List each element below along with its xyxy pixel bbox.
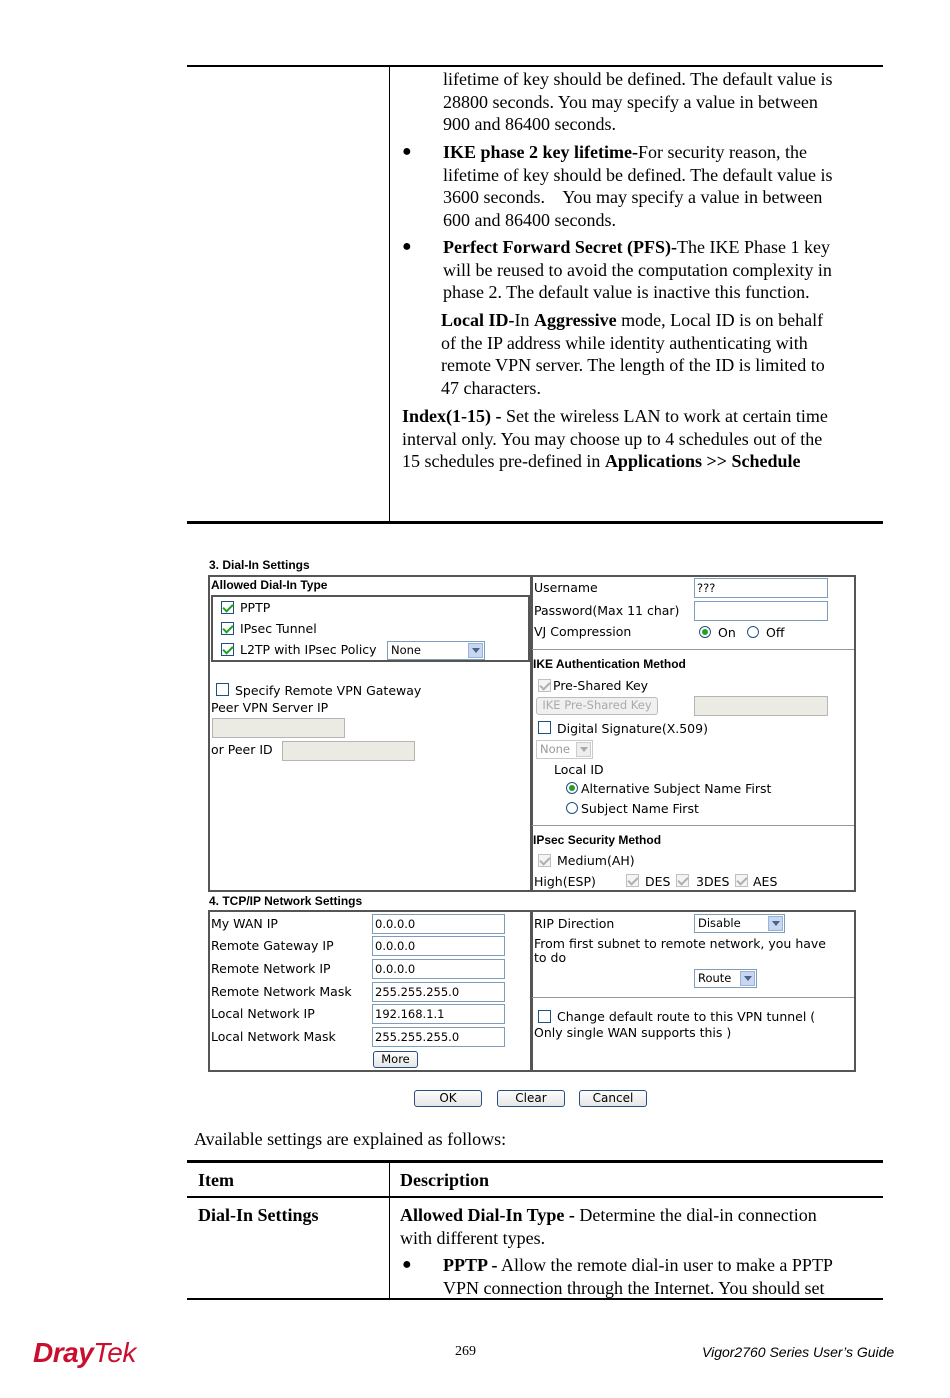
remote-net-input[interactable]: 0.0.0.0 — [372, 959, 505, 979]
l2tp-checkbox[interactable] — [221, 643, 234, 656]
digital-sig-checkbox[interactable] — [538, 721, 551, 734]
vj-on-label: On — [718, 625, 736, 640]
sig-select[interactable]: None — [536, 740, 593, 759]
remote-net-label: Remote Network IP — [211, 961, 331, 976]
cont-paragraph: lifetime of key should be defined. The default value is 28800 seconds. You may specify a value in between 900 and 86400 seconds. — [443, 69, 833, 135]
high-label: High(ESP) — [534, 874, 596, 889]
cancel-button[interactable]: Cancel — [579, 1090, 647, 1107]
row-item-dial-in: Dial-In Settings — [198, 1205, 319, 1225]
local-mask-input[interactable]: 255.255.255.0 — [372, 1027, 505, 1047]
chevron-down-icon — [740, 971, 755, 986]
first-subnet-text: From first subnet to remote network, you have to do — [534, 936, 826, 965]
pptp-label: PPTP — [240, 600, 271, 615]
section4-title: 4. TCP/IP Network Settings — [209, 894, 363, 908]
allowed-type-title: Allowed Dial-In Type — [211, 578, 328, 592]
pfs-paragraph: Perfect Forward Secret (PFS)-The IKE Phase 1 key will be reused to avoid the computation complexity in phase 2. The default value is inactive this function. — [443, 237, 832, 303]
password-input[interactable] — [694, 601, 828, 621]
remote-mask-input[interactable]: 255.255.255.0 — [372, 982, 505, 1002]
remote-gw-input[interactable]: 0.0.0.0 — [372, 936, 505, 956]
vj-compression-label: VJ Compression — [534, 624, 632, 639]
ike-psk-input[interactable] — [694, 696, 828, 716]
local-id-label: Local ID — [554, 762, 604, 777]
alt-subject-label: Alternative Subject Name First — [581, 781, 772, 796]
3des-checkbox[interactable] — [676, 874, 689, 887]
ok-button[interactable]: OK — [414, 1090, 482, 1107]
rip-direction-label: RIP Direction — [534, 916, 615, 931]
index-paragraph: Index(1-15) - Set the wireless LAN to work at certain time interval only. You may choose up to 4 schedules out of the 15 schedules pre-defined in Applications >> Schedule — [402, 406, 828, 472]
rip-direction-select[interactable]: Disable — [694, 914, 785, 933]
l2tp-policy-select[interactable]: None — [387, 641, 485, 660]
vj-off-label: Off — [766, 625, 785, 640]
local-mask-label: Local Network Mask — [211, 1029, 336, 1044]
chevron-down-icon — [576, 742, 591, 757]
clear-button[interactable]: Clear — [497, 1090, 565, 1107]
peer-vpn-ip-label: Peer VPN Server IP — [211, 700, 329, 715]
remote-mask-label: Remote Network Mask — [211, 984, 352, 999]
specify-gateway-label: Specify Remote VPN Gateway — [235, 683, 422, 698]
bottom-table-header-rule — [187, 1196, 883, 1198]
my-wan-ip-input[interactable]: 0.0.0.0 — [372, 914, 505, 934]
local-net-label: Local Network IP — [211, 1006, 315, 1021]
localid-paragraph: Local ID-In Aggressive mode, Local ID is on behalf of the IP address while identity authenticating with remote VPN server. The length of the ID is limited to 47 characters. — [441, 310, 825, 398]
l2tp-label: L2TP with IPsec Policy — [240, 642, 377, 657]
or-peer-id-label: or Peer ID — [211, 742, 273, 757]
guide-title: Vigor2760 Series User’s Guide — [702, 1344, 895, 1360]
des-label: DES — [645, 874, 671, 889]
remote-gw-label: Remote Gateway IP — [211, 938, 334, 953]
local-net-input[interactable]: 192.168.1.1 — [372, 1004, 505, 1024]
divider — [532, 649, 854, 650]
alt-subject-radio[interactable] — [566, 782, 578, 794]
ike2-paragraph: IKE phase 2 key lifetime-For security reason, the lifetime of key should be defined. The default value is 3600 seconds. You may specify a value in between 600 and 86400 seconds. — [443, 142, 833, 230]
pptp-checkbox[interactable] — [221, 601, 234, 614]
my-wan-ip-label: My WAN IP — [211, 916, 278, 931]
only-single-label: Only single WAN supports this ) — [534, 1025, 732, 1040]
vj-on-radio[interactable] — [699, 626, 711, 638]
ike-psk-button[interactable]: IKE Pre-Shared Key — [536, 697, 658, 715]
subject-first-radio[interactable] — [566, 802, 578, 814]
pre-shared-label: Pre-Shared Key — [553, 678, 649, 693]
password-label: Password(Max 11 char) — [534, 603, 680, 618]
username-input[interactable]: ??? — [694, 578, 828, 598]
ipsec-tunnel-label: IPsec Tunnel — [240, 621, 317, 636]
ike-auth-title: IKE Authentication Method — [533, 657, 686, 671]
top-table-divider — [389, 66, 390, 523]
subject-first-label: Subject Name First — [581, 801, 699, 816]
des-checkbox[interactable] — [626, 874, 639, 887]
peer-vpn-ip-input[interactable] — [212, 718, 345, 738]
top-table-bottom-rule — [187, 521, 883, 524]
pre-shared-checkbox[interactable] — [538, 679, 551, 692]
divider — [532, 997, 854, 998]
aes-label: AES — [753, 874, 778, 889]
more-button[interactable]: More — [373, 1051, 418, 1068]
3des-label: 3DES — [696, 874, 730, 889]
header-description: Description — [400, 1170, 489, 1190]
aes-checkbox[interactable] — [735, 874, 748, 887]
divider — [532, 825, 854, 826]
section3-title: 3. Dial-In Settings — [209, 558, 310, 572]
ipsec-tunnel-checkbox[interactable] — [221, 622, 234, 635]
draytek-logo: DrayTek — [33, 1337, 136, 1368]
chevron-down-icon — [768, 916, 783, 931]
available-settings-text: Available settings are explained as follows: — [194, 1129, 507, 1149]
ipsec-method-title: IPsec Security Method — [533, 833, 662, 847]
page-number: 269 — [455, 1344, 476, 1359]
allowed-dialin-paragraph: Allowed Dial-In Type - Determine the dial-in connection with different types. — [400, 1205, 817, 1248]
pptp-paragraph: PPTP - Allow the remote dial-in user to make a PPTP VPN connection through the Internet. You should set — [443, 1255, 833, 1298]
bullet-icon: ● — [402, 143, 412, 160]
bottom-table-top-rule — [187, 1160, 883, 1163]
vj-off-radio[interactable] — [747, 626, 759, 638]
digital-sig-label: Digital Signature(X.509) — [557, 721, 708, 736]
bullet-icon: ● — [402, 1256, 412, 1273]
route-select[interactable]: Route — [694, 969, 757, 988]
specify-gateway-checkbox[interactable] — [216, 683, 229, 696]
bullet-icon: ● — [402, 238, 412, 255]
header-item: Item — [198, 1170, 234, 1190]
top-table-top-rule — [187, 65, 883, 67]
medium-label: Medium(AH) — [557, 853, 635, 868]
username-label: Username — [534, 580, 598, 595]
medium-checkbox[interactable] — [538, 854, 551, 867]
chevron-down-icon — [468, 643, 483, 658]
peer-id-input[interactable] — [282, 741, 415, 761]
change-route-label: Change default route to this VPN tunnel ( — [557, 1009, 816, 1024]
change-route-checkbox[interactable] — [538, 1010, 551, 1023]
bottom-table-divider — [389, 1162, 390, 1300]
tcpip-right-panel — [531, 910, 856, 1072]
